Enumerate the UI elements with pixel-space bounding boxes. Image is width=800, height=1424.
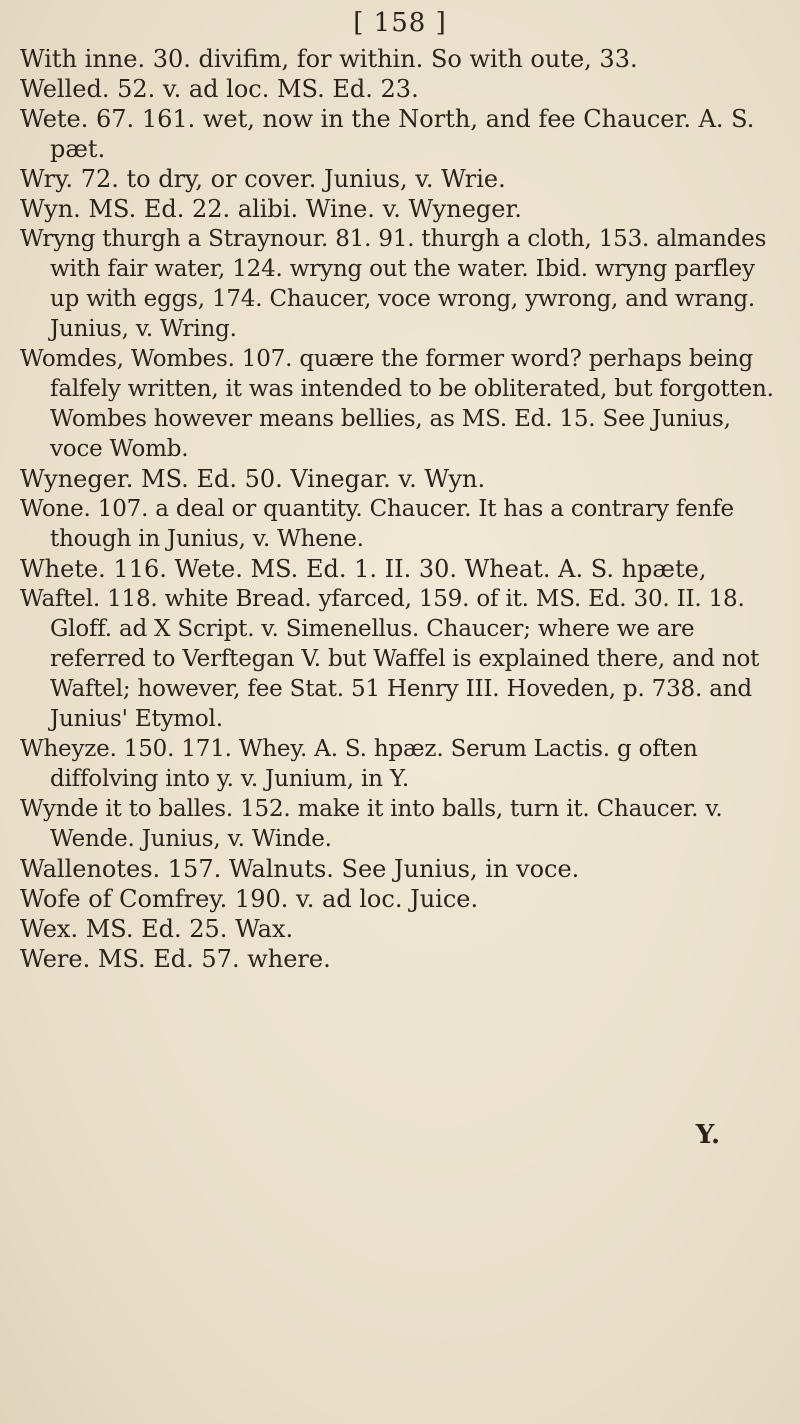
- glossary-entries: [20, 44, 790, 974]
- glossary-entry: Wone. 107. a deal or quantity. Chaucer. It has a contrary fenfe though in Junius, v. Whene.: [20, 496, 734, 552]
- glossary-entry: Wyneger. MS. Ed. 50. Vinegar. v. Wyn.: [20, 465, 486, 493]
- glossary-entry: With inne. 30. divifim, for within. So with oute, 33.: [20, 45, 638, 73]
- glossary-entry: Welled. 52. v. ad loc. MS. Ed. 23.: [20, 75, 419, 103]
- glossary-entry: Whete. 116. Wete. MS. Ed. 1. II. 30. Wheat. A. S. hpæte,: [20, 555, 707, 583]
- glossary-entry: Wheyze. 150. 171. Whey. A. S. hpæz. Serum Lactis. g often diffolving into y. v. Junium, in Y.: [20, 736, 698, 792]
- glossary-entry: Wofe of Comfrey. 190. v. ad loc. Juice.: [20, 885, 479, 913]
- glossary-entry: Wyn. MS. Ed. 22. alibi. Wine. v. Wyneger.: [20, 195, 522, 223]
- glossary-entry: Wallenotes. 157. Walnuts. See Junius, in voce.: [20, 855, 580, 883]
- catchword: Y.: [695, 1120, 720, 1150]
- glossary-entry: Wynde it to balles. 152. make it into balls, turn it. Chaucer. v. Wende. Junius, v. Winde.: [20, 796, 723, 852]
- glossary-entry: Wete. 67. 161. wet, now in the North, and fee Chaucer. A. S. pæt.: [20, 105, 755, 163]
- glossary-entry: Wryng thurgh a Straynour. 81. 91. thurgh a cloth, 153. almandes with fair water, 124. wryng out the water. Ibid. wryng parfley up with eggs, 174. Chaucer, voce wrong, ywrong, and wrang. Junius, v. Wring.: [20, 226, 767, 342]
- page-number: [ 158 ]: [353, 8, 447, 38]
- glossary-entry: Wry. 72. to dry, or cover. Junius, v. Wrie.: [20, 165, 506, 193]
- glossary-entry: Were. MS. Ed. 57. where.: [20, 945, 331, 973]
- glossary-entry: Womdes, Wombes. 107. quære the former word? perhaps being falfely written, it was intended to be obliterated, but forgotten. Wombes however means bellies, as MS. Ed. 15. See Junius, voce Womb.: [20, 346, 774, 462]
- glossary-entry: Waftel. 118. white Bread. yfarced, 159. of it. MS. Ed. 30. II. 18. Gloff. ad X Script. v. Simenellus. Chaucer; where we are referred to Verftegan V. but Waffel is explained there, and not Waftel; however, fee Stat. 51 Henry III. Hoveden, p. 738. and Junius' Etymol.: [20, 586, 760, 732]
- glossary-entry: Wex. MS. Ed. 25. Wax.: [20, 915, 294, 943]
